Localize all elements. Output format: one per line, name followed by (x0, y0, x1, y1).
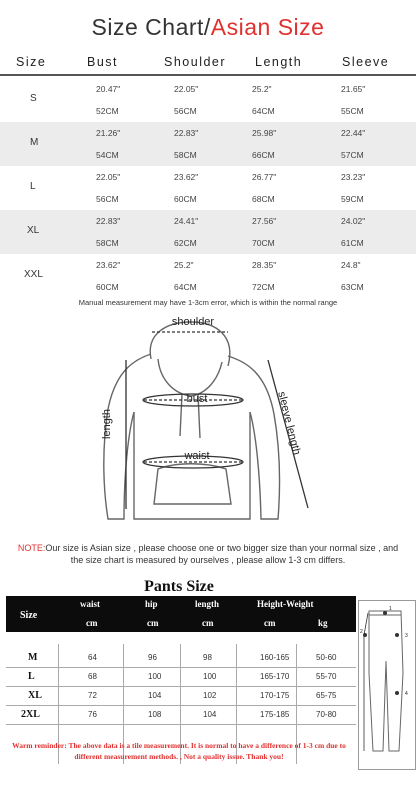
shoulder-in-value: 24.41" (174, 216, 199, 226)
length-in-value: 28.35" (252, 260, 277, 270)
pants-weight-value: 70-80 (316, 710, 337, 719)
sleeve-cm-value: 63CM (341, 282, 364, 292)
page-title (0, 14, 416, 41)
marker-1-dot (383, 611, 387, 615)
length-in-value: 25.98" (252, 128, 277, 138)
size-label: M (30, 137, 39, 148)
header-sleeve: Sleeve (342, 55, 390, 69)
shoulder-cm-value: 64CM (174, 282, 197, 292)
note-label: NOTE: (17, 543, 46, 553)
length-in-value: 26.77" (252, 172, 277, 182)
pants-waist-value: 68 (88, 672, 97, 681)
pants-size-label: XL (28, 690, 42, 701)
size-label: XL (27, 225, 40, 236)
pants-hip-value: 104 (148, 691, 162, 700)
pants-size-label: M (28, 652, 38, 663)
pants-length-value: 102 (203, 691, 217, 700)
pants-unit-weight: kg (318, 618, 328, 628)
shoulder-in-value: 23.62" (174, 172, 199, 182)
asian-size-note (12, 542, 404, 566)
header-length: Length (255, 55, 303, 69)
pants-length-value: 100 (203, 672, 217, 681)
pants-height-value: 170-175 (260, 691, 290, 700)
size-row (0, 122, 416, 166)
sleeve-label: sleeve length (275, 390, 303, 457)
marker-1: 1 (389, 606, 392, 612)
pants-length-value: 104 (203, 710, 217, 719)
pants-waist-value: 64 (88, 653, 97, 662)
length-cm-value: 72CM (252, 282, 275, 292)
header-shoulder: Shoulder (164, 55, 227, 69)
pants-outline (369, 611, 403, 751)
kangaroo-pocket (154, 464, 231, 504)
title-highlight: Asian Size (210, 14, 325, 40)
pants-header-waist: waist (80, 599, 100, 609)
size-table-header (0, 52, 416, 76)
pants-weight-value: 65-75 (316, 691, 337, 700)
shoulder-cm-value: 56CM (174, 106, 197, 116)
pants-height-value: 160-165 (260, 653, 290, 662)
sleeve-cm-value: 61CM (341, 238, 364, 248)
sleeve-in-value: 23.23" (341, 172, 366, 182)
bust-cm-value: 60CM (96, 282, 119, 292)
size-row (0, 78, 416, 122)
pants-unit-height: cm (264, 618, 276, 628)
bust-cm-value: 52CM (96, 106, 119, 116)
hood-opening (158, 359, 222, 396)
marker-3: 3 (405, 633, 408, 639)
marker-3-dot (395, 633, 399, 637)
bust-in-value: 21.26" (96, 128, 121, 138)
pants-waist-value: 76 (88, 710, 97, 719)
size-row (0, 210, 416, 254)
pants-hip-value: 108 (148, 710, 162, 719)
pants-length-value: 98 (203, 653, 212, 662)
shoulder-in-value: 25.2" (174, 260, 194, 270)
bust-in-value: 23.62" (96, 260, 121, 270)
pants-header-hip: hip (145, 599, 158, 609)
shoulder-cm-value: 58CM (174, 150, 197, 160)
pants-weight-value: 55-70 (316, 672, 337, 681)
bust-label: bust (186, 393, 208, 405)
length-cm-value: 70CM (252, 238, 275, 248)
marker-2: 2 (360, 629, 363, 635)
right-sleeve (228, 356, 279, 519)
size-label: L (30, 181, 36, 192)
shoulder-label: shoulder (171, 316, 215, 328)
sleeve-in-value: 24.8" (341, 260, 361, 270)
pants-hip-value: 96 (148, 653, 157, 662)
size-row (0, 166, 416, 210)
marker-2-dot (363, 633, 367, 637)
pants-hip-value: 100 (148, 672, 162, 681)
bust-cm-value: 54CM (96, 150, 119, 160)
size-label: S (30, 93, 37, 104)
pants-table-header (6, 596, 356, 632)
pants-unit-length: cm (202, 618, 214, 628)
pants-height-value: 165-170 (260, 672, 290, 681)
length-cm-value: 68CM (252, 194, 275, 204)
pants-header-length: length (195, 599, 220, 609)
shoulder-cm-value: 60CM (174, 194, 197, 204)
pants-height-value: 175-185 (260, 710, 290, 719)
bust-in-value: 22.05" (96, 172, 121, 182)
header-bust: Bust (87, 55, 119, 69)
bust-cm-value: 58CM (96, 238, 119, 248)
pants-size-label: L (28, 671, 35, 682)
measurement-note: Manual measurement may have 1-3cm error, which is within the normal range (78, 298, 338, 307)
sleeve-in-value: 22.44" (341, 128, 366, 138)
pants-header-height-weight: Height-Weight (257, 599, 314, 609)
bust-cm-value: 56CM (96, 194, 119, 204)
pants-size-section (0, 578, 416, 786)
size-label: XXL (24, 269, 43, 280)
pants-unit-hip: cm (147, 618, 159, 628)
pants-waist-value: 72 (88, 691, 97, 700)
bust-in-value: 20.47" (96, 84, 121, 94)
size-row (0, 254, 416, 298)
waist-label: waist (184, 450, 210, 462)
header-size: Size (16, 55, 47, 69)
length-in-value: 25.2" (252, 84, 272, 94)
bust-in-value: 22.83" (96, 216, 121, 226)
pants-diagram (359, 601, 415, 769)
pants-size-label: 2XL (21, 709, 40, 720)
sleeve-cm-value: 55CM (341, 106, 364, 116)
sleeve-cm-value: 59CM (341, 194, 364, 204)
pants-diagram-box (358, 600, 416, 770)
hoodie-diagram (96, 314, 320, 540)
shoulder-in-value: 22.05" (174, 84, 199, 94)
hood-outline (150, 322, 230, 366)
length-in-value: 27.56" (252, 216, 277, 226)
title-main: Size Chart/ (91, 14, 211, 40)
sleeve-in-value: 21.65" (341, 84, 366, 94)
marker-4-dot (395, 691, 399, 695)
pants-header-size: Size (20, 610, 38, 621)
sleeve-cm-value: 57CM (341, 150, 364, 160)
length-cm-value: 64CM (252, 106, 275, 116)
note-text: Our size is Asian size , please choose one or two bigger size than your normal size , and the size chart is measured by ourselves , please allow 1-3 cm differs. (45, 543, 399, 565)
length-label: length (101, 409, 113, 439)
marker-4: 4 (405, 691, 408, 697)
pants-unit-waist: cm (86, 618, 98, 628)
sleeve-in-value: 24.02" (341, 216, 366, 226)
pants-weight-value: 50-60 (316, 653, 337, 662)
pants-title: Pants Size (144, 578, 214, 595)
warm-reminder: Warm reminder: The above data is a tile measurement. It is normal to have a difference of 1-3 cm due to different measurement methods. , Not a quality issue. Thank you! (12, 741, 346, 761)
shoulder-cm-value: 62CM (174, 238, 197, 248)
length-cm-value: 66CM (252, 150, 275, 160)
shoulder-in-value: 22.83" (174, 128, 199, 138)
